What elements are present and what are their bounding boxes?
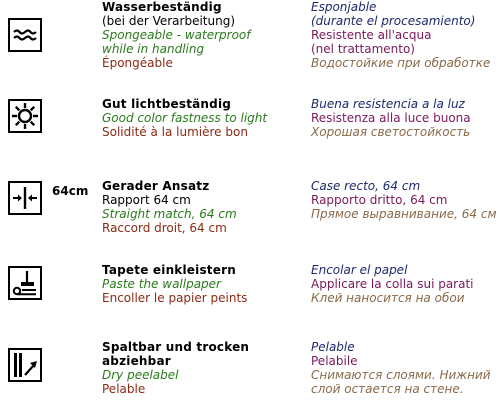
en-text: Paste the wallpaper: [102, 277, 221, 291]
ru-text: Водостойкие при обработке: [311, 56, 491, 70]
water-wave-icon: [8, 18, 42, 52]
it-text: Applicare la colla sui parati: [311, 277, 474, 291]
straight-match-icon: [8, 181, 42, 215]
sun-icon: [8, 99, 42, 133]
de-title-line2: abziehbar: [102, 354, 171, 368]
es-text: Buena resistencia a la luz: [311, 97, 465, 111]
ru-text: Клей наносится на обои: [311, 291, 465, 305]
peelable-icon: [8, 348, 42, 382]
fr-text: Solidité à la lumière bon: [102, 125, 248, 139]
de-title-line1: Spaltbar und trocken: [102, 340, 250, 354]
de-subtitle: Rapport 64 cm: [102, 193, 191, 207]
de-title: Tapete einkleistern: [102, 263, 236, 277]
en-text-line2: while in handling: [102, 42, 205, 56]
it-text: Rapporto dritto, 64 cm: [311, 193, 448, 207]
repeat-size-label: 64cm: [52, 184, 89, 198]
ru-text-line2: слой остается на стене.: [311, 382, 464, 396]
paste-wallpaper-icon: [8, 266, 42, 300]
de-subtitle: (bei der Verarbeitung): [102, 14, 236, 28]
en-text: Dry peelabel: [102, 368, 179, 382]
fr-text: Épongéable: [102, 56, 173, 70]
es-text: Pelable: [311, 340, 355, 354]
de-title: Gut lichtbeständig: [102, 97, 232, 111]
fr-text: Pelable: [102, 382, 146, 396]
en-text: Good color fastness to light: [102, 111, 268, 125]
fr-text: Raccord droit, 64 cm: [102, 221, 227, 235]
es-text-line2: (durante el procesamiento): [311, 14, 476, 28]
ru-text: Прямое выравнивание, 64 см: [311, 207, 497, 221]
es-text: Case recto, 64 cm: [311, 179, 421, 193]
it-text: Pelabile: [311, 354, 358, 368]
it-text-line1: Resistente all'acqua: [311, 28, 432, 42]
fr-text: Encoller le papier peints: [102, 291, 248, 305]
de-title: Gerader Ansatz: [102, 179, 210, 193]
es-text: Encolar el papel: [311, 263, 408, 277]
it-text-line2: (nel trattamento): [311, 42, 415, 56]
es-text-line1: Esponjable: [311, 0, 377, 14]
en-text: Straight match, 64 cm: [102, 207, 237, 221]
en-text-line1: Spongeable - waterproof: [102, 28, 251, 42]
de-title: Wasserbeständig: [102, 0, 222, 14]
it-text: Resistenza alla luce buona: [311, 111, 471, 125]
ru-text: Хорошая светостойкость: [311, 125, 471, 139]
ru-text-line1: Снимаются слоями. Нижний: [311, 368, 491, 382]
